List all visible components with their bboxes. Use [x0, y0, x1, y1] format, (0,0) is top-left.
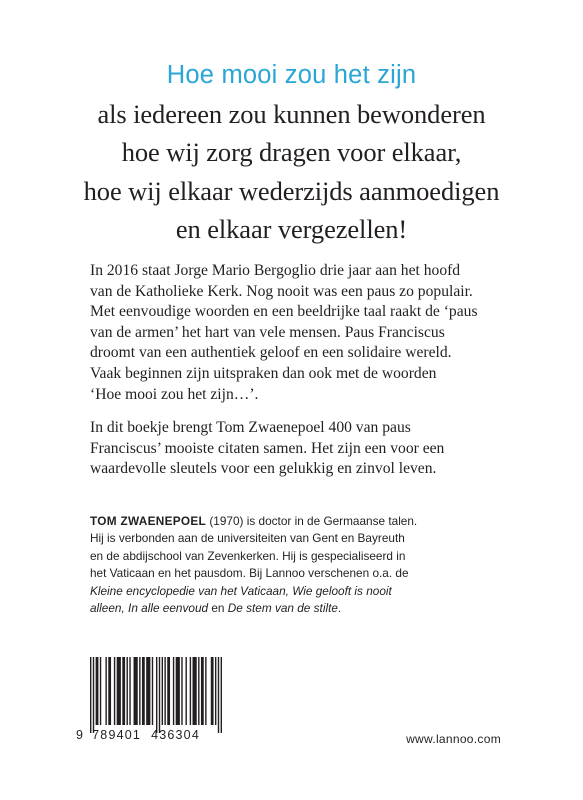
barcode-bar: [198, 657, 199, 725]
barcode-bar: [215, 657, 216, 725]
book-title: alleen, In alle eenvoud: [90, 601, 209, 616]
barcode-bar: [114, 657, 115, 725]
bio-text: en: [208, 601, 228, 616]
barcode-bar: [105, 657, 106, 725]
bio-line: [90, 513, 520, 530]
barcode-bar: [146, 657, 150, 725]
barcode-bar: [159, 657, 160, 733]
bio-line: [90, 583, 520, 600]
paragraph-line: van de Katholieke Kerk. Nog nooit was een paus zo populair.: [90, 282, 473, 300]
bio-text: (1970) is doctor in de Germaanse talen.: [206, 514, 418, 528]
barcode-bar: [96, 657, 99, 725]
bio-line: [90, 600, 520, 617]
barcode-bar: [122, 657, 125, 725]
isbn-number: [76, 728, 236, 742]
barcode-bar: [139, 657, 140, 725]
paragraph-line: van de armen’ het hart van vele mensen. Paus Franciscus: [90, 323, 445, 341]
barcode-bar: [127, 657, 128, 725]
barcode-bar: [100, 657, 101, 725]
barcode-bar: [164, 657, 165, 725]
barcode-bar: [211, 657, 214, 725]
isbn-digit: 9: [76, 728, 85, 742]
description-paragraph-2: [90, 418, 520, 480]
description-paragraph-1: [90, 261, 520, 405]
barcode-bar: [201, 657, 204, 725]
barcode-bar: [117, 657, 121, 725]
quote-line: hoe wij elkaar wederzijds aanmoedigen: [83, 175, 500, 206]
barcode-bar: [108, 657, 111, 725]
book-title: De stem van de stilte: [227, 601, 338, 616]
book-title: Kleine encyclopedie van het Vaticaan, Wie gelooft is nooit: [90, 583, 392, 598]
barcode-bar: [90, 657, 91, 733]
barcode-bar: [167, 657, 170, 725]
isbn-group: 789401: [92, 728, 142, 742]
paragraph-line: waardevolle sleutels voor een gelukkig en zinvol leven.: [90, 460, 437, 478]
barcode-bar: [190, 657, 191, 725]
barcode-bar: [129, 657, 130, 725]
bio-line: en de abdijschool van Zevenkerken. Hij is gespecialiseerd in: [90, 548, 406, 563]
bio-line: Hij is verbonden aan de universiteiten van Gent en Bayreuth: [90, 531, 405, 546]
paragraph-line: Met eenvoudige woorden en een beeldrijke taal raakt de ‘paus: [90, 303, 478, 321]
paragraph-line: Vaak beginnen zijn uitspraken dan ook met de woorden: [90, 364, 437, 382]
barcode-bar: [93, 657, 94, 733]
barcode-bar: [221, 657, 222, 733]
author-bio: [90, 513, 520, 617]
quote-line: als iedereen zou kunnen bewonderen: [97, 98, 486, 129]
publisher-website: www.lannoo.com: [406, 732, 501, 746]
barcode-bar: [218, 657, 219, 733]
barcode-bar: [205, 657, 206, 725]
quote-line-highlight: Hoe mooi zou het zijn: [166, 61, 417, 89]
paragraph-line: In dit boekje brengt Tom Zwaenepoel 400 van paus: [90, 419, 411, 436]
barcode-bar: [173, 657, 174, 725]
paragraph-line: Franciscus’ mooiste citaten samen. Het zijn een voor een: [90, 439, 445, 457]
barcode-icon: [90, 657, 222, 733]
barcode-bar: [193, 657, 197, 725]
paragraph-line: In 2016 staat Jorge Mario Bergoglio drie jaar aan het hoofd: [90, 262, 461, 279]
quote-line: hoe wij zorg dragen voor elkaar,: [121, 137, 462, 167]
barcode-bar: [176, 657, 180, 725]
barcode-bar: [142, 657, 145, 725]
author-name: TOM ZWAENEPOEL: [90, 514, 207, 528]
barcode-bar: [185, 657, 186, 725]
barcode-bar: [152, 657, 153, 725]
barcode-bar: [181, 657, 182, 725]
barcode-bar: [134, 657, 138, 725]
isbn-group: 436304: [151, 728, 200, 742]
bio-line: het Vaticaan en het pausdom. Bij Lannoo verschenen o.a. de: [90, 566, 409, 581]
paragraph-line: droomt van een authentiek geloof en een solidaire wereld.: [90, 344, 452, 362]
paragraph-line: ‘Hoe mooi zou het zijn…’.: [90, 385, 259, 403]
quote-line: en elkaar vergezellen!: [175, 214, 408, 244]
barcode-bar: [162, 657, 163, 725]
bio-text: .: [337, 601, 342, 616]
barcode-bar: [156, 657, 157, 733]
back-cover-quote: [0, 56, 583, 249]
